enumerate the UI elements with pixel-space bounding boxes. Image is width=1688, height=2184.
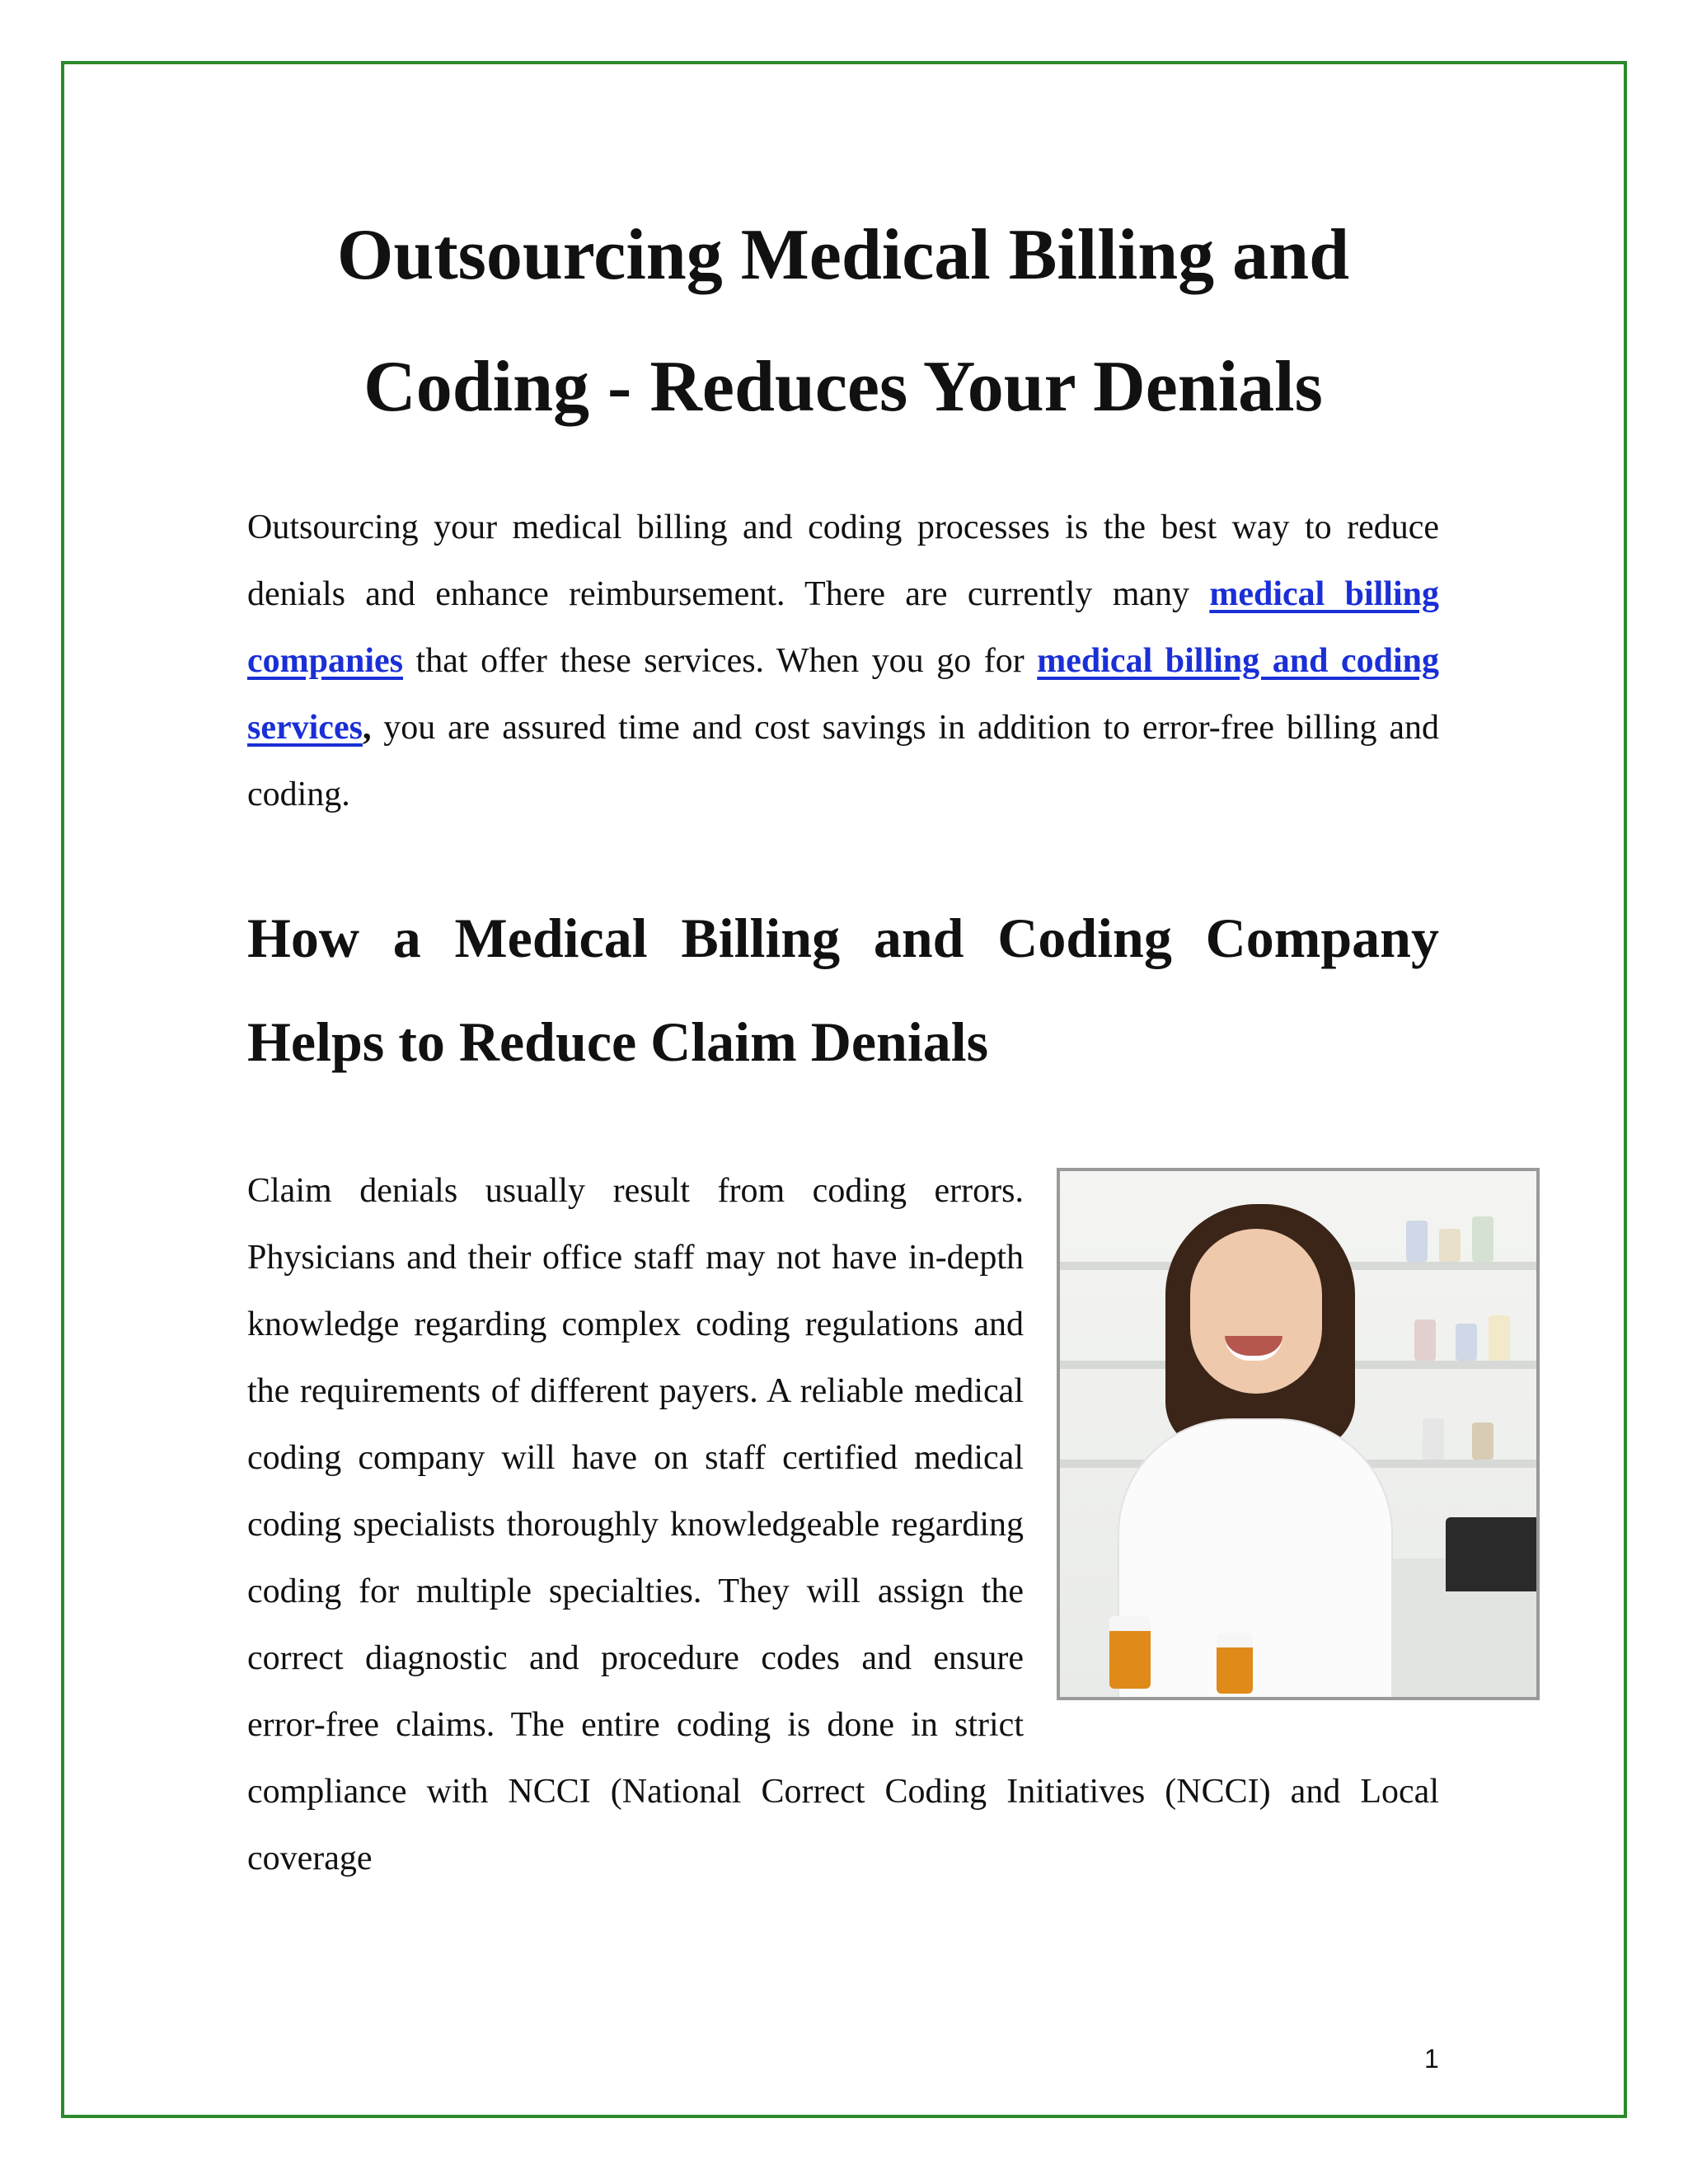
intro-text-3: you are assured time and cost savings in addition to error-free billing and coding. [247,709,1439,813]
body-section [247,1158,1439,1892]
medical-billing-companies-link[interactable]: medical billing companies [247,575,1440,680]
medical-billing-coding-services-link[interactable]: medical billing and coding services [247,642,1439,747]
photo-bottle [1406,1221,1428,1262]
section-heading: How a Medical Billing and Coding Company Helps to Reduce Claim Denials [247,907,1439,1073]
photo-bottle [1423,1418,1444,1460]
photo-pill-bottle [1109,1616,1151,1689]
photo-figure-face [1190,1229,1322,1394]
title-line-1: Outsourcing Medical Billing and [336,215,1350,295]
intro-comma: , [362,709,372,747]
pharmacist-photo [1057,1168,1540,1700]
photo-figure-coat [1118,1418,1393,1700]
photo-bottle [1472,1216,1493,1262]
document-content [247,190,1439,1892]
photo-bottle [1439,1229,1461,1262]
body-paragraph: Claim denials usually result from coding errors. Physicians and their office staff may not have in-depth knowledge regarding complex coding regulations and the requirements of different payers. A reliable medical coding company will have on staff certified medical coding specialists thoroughly knowledgeable regarding coding for multiple specialties. They will assign the correct diagnostic and procedure codes and ensure error-free claims. The entire coding is done in strict compliance with NCCI (National Correct Coding Initiatives (NCCI) and Local coverage [247,1172,1439,1877]
page-number: 1 [1424,2044,1439,2074]
photo-bottle [1489,1315,1510,1361]
photo-printer [1446,1517,1536,1591]
photo-pill-bottle [1217,1633,1253,1694]
intro-paragraph [247,494,1439,828]
intro-text-2: that offer these services. When you go for [403,642,1038,680]
photo-bottle [1456,1324,1477,1361]
photo-bottle [1472,1422,1493,1460]
title-line-2: Coding - Reduces Your Denials [363,347,1323,427]
photo-bottle [1414,1319,1436,1361]
document-title [247,190,1439,453]
intro-text-1: Outsourcing your medical billing and coding processes is the best way to reduce denials and enhance reimbursement. There are currently many [247,509,1439,613]
